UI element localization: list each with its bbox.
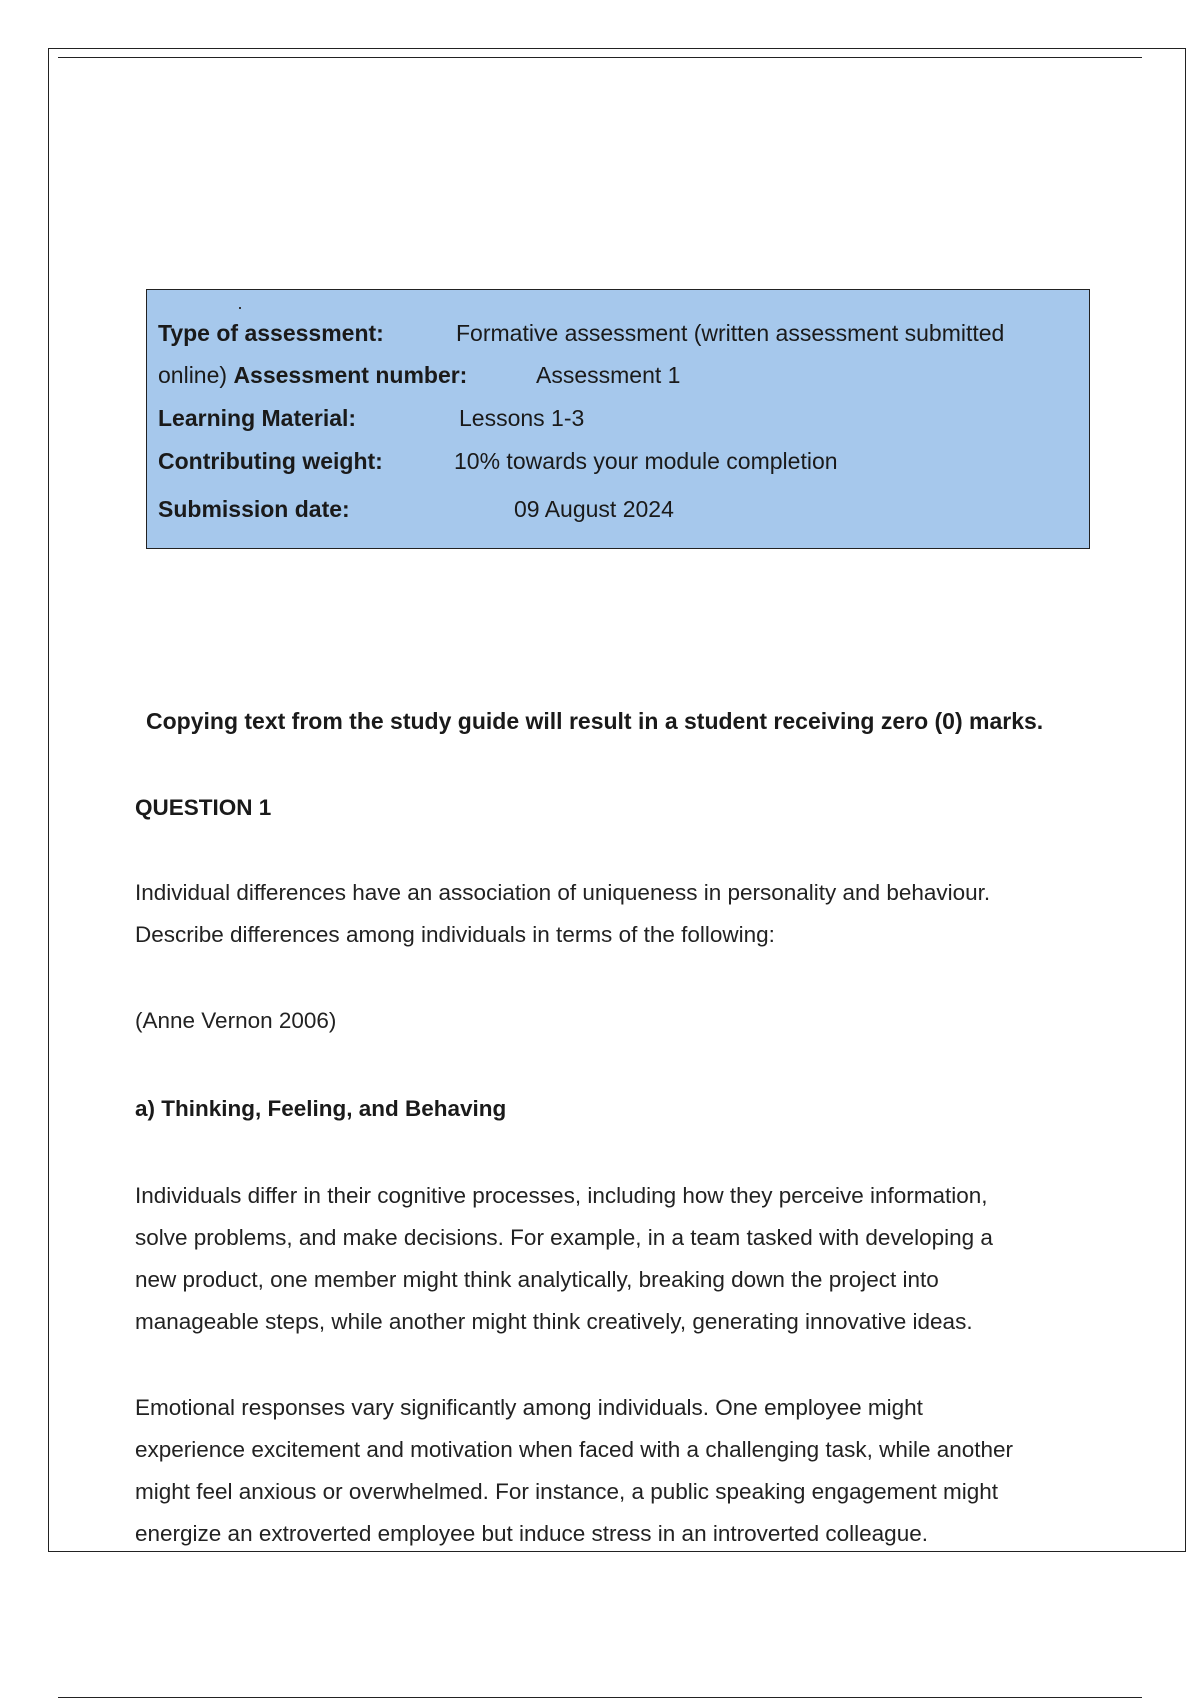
intro-line: Individual differences have an association of uniqueness in personality and behaviour. [135,880,991,905]
weight-value: 10% towards your module completion [454,448,838,474]
assessment-info-box [146,289,1090,549]
subheading: a) Thinking, Feeling, and Behaving [135,1096,507,1121]
number-value: Assessment 1 [536,362,681,388]
intro-line: Describe differences among individuals in terms of the following: [135,922,775,947]
paragraph-feeling [135,1387,1095,1555]
material-row [158,405,356,432]
paragraph-line: energize an extroverted employee but induce stress in an introverted colleague. [135,1521,928,1546]
type-row [158,320,384,347]
type-label: Type of assessment: [158,320,384,346]
copying-warning: Copying text from the study guide will result in a student receiving zero (0) marks. [146,708,1044,734]
paragraph-line: Individuals differ in their cognitive processes, including how they perceive information, [135,1183,988,1208]
citation-text: (Anne Vernon 2006) [135,1008,337,1033]
question-intro [135,872,1095,956]
paragraph-line: might feel anxious or overwhelmed. For instance, a public speaking engagement might [135,1479,998,1504]
date-value: 09 August 2024 [514,496,674,522]
material-value: Lessons 1-3 [459,405,585,431]
type-value-line2: online) [158,362,228,388]
paragraph-line: experience excitement and motivation when faced with a challenging task, while another [135,1437,1014,1462]
bottom-rule [58,1697,1142,1698]
paragraph-line: solve problems, and make decisions. For example, in a team tasked with developing a [135,1225,993,1250]
date-label: Submission date: [158,496,350,522]
question-title: QUESTION 1 [135,795,272,820]
date-row [158,496,350,523]
number-label: Assessment number: [233,362,468,388]
type-value-line1: Formative assessment (written assessment submitted [456,320,1005,346]
number-row [158,362,467,389]
material-label: Learning Material: [158,405,357,431]
paragraph-thinking [135,1175,1095,1343]
weight-label: Contributing weight: [158,448,383,474]
citation [135,1000,1095,1042]
weight-row [158,448,383,475]
paragraph-line: manageable steps, while another might think creatively, generating innovative ideas. [135,1309,973,1334]
paragraph-line: new product, one member might think analytically, breaking down the project into [135,1267,939,1292]
stray-dot [239,307,241,309]
paragraph-line: Emotional responses vary significantly among individuals. One employee might [135,1395,923,1420]
